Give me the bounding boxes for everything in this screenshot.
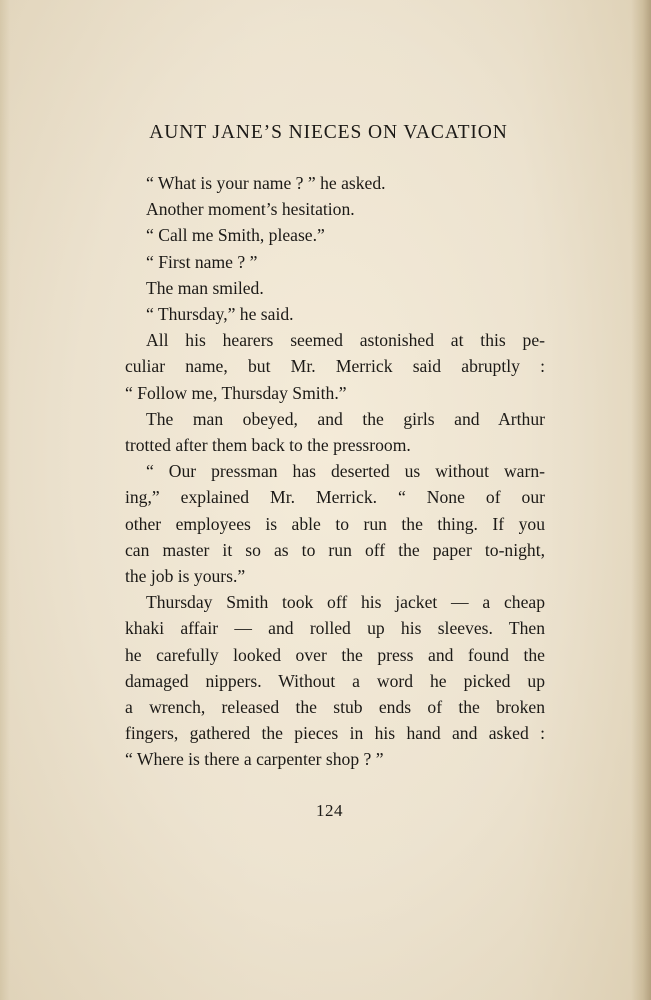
- text-line: culiar name, but Mr. Merrick said abruptly :: [125, 356, 545, 377]
- text-line: The man smiled.: [146, 277, 264, 298]
- text-line: he carefully looked over the press and found the: [125, 644, 545, 665]
- text-line: fingers, gathered the pieces in his hand and asked :: [125, 723, 545, 744]
- text-line: other employees is able to run the thing. If you: [125, 513, 545, 534]
- text-line: ing,” explained Mr. Merrick. “ None of our: [125, 487, 545, 508]
- text-line: the job is yours.”: [125, 566, 246, 587]
- text-line: “ Where is there a carpenter shop ? ”: [125, 749, 384, 770]
- body-text: [125, 170, 545, 773]
- text-line: Another moment’s hesitation.: [146, 199, 355, 220]
- page-number: 124: [316, 801, 343, 820]
- text-line: “ Call me Smith, please.”: [146, 225, 325, 246]
- text-line: a wrench, released the stub ends of the broken: [125, 697, 545, 718]
- text-line: Thursday Smith took off his jacket — a cheap: [146, 592, 545, 613]
- text-line: “ First name ? ”: [146, 251, 258, 272]
- text-line: “ What is your name ? ” he asked.: [146, 173, 386, 193]
- text-line: All his hearers seemed astonished at this pe-: [146, 330, 545, 351]
- text-line: The man obeyed, and the girls and Arthur: [146, 408, 545, 429]
- text-line: trotted after them back to the pressroom.: [125, 435, 411, 456]
- text-line: “ Follow me, Thursday Smith.”: [125, 382, 347, 403]
- running-head: AUNT JANE’S NIECES ON VACATION: [149, 122, 508, 143]
- text-line: “ Our pressman has deserted us without warn-: [146, 461, 545, 482]
- text-line: can master it so as to run off the paper to-night,: [125, 539, 545, 560]
- text-line: “ Thursday,” he said.: [146, 304, 294, 325]
- page-left-edge-shadow: [0, 0, 10, 1000]
- page-right-edge-shadow: [631, 0, 651, 1000]
- text-line: khaki affair — and rolled up his sleeves. Then: [125, 618, 545, 639]
- text-line: damaged nippers. Without a word he picked up: [125, 670, 545, 691]
